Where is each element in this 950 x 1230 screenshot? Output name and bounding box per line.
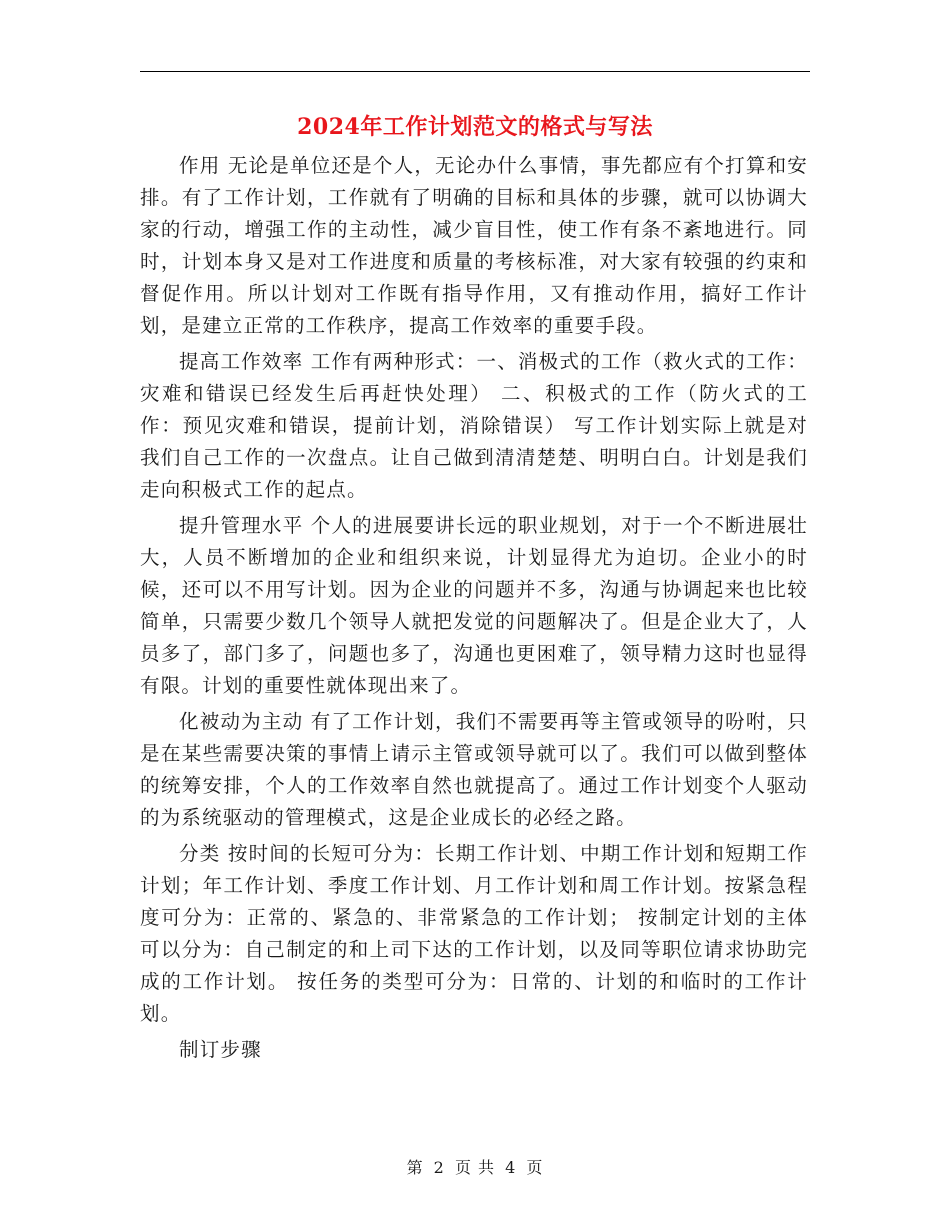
document-body (140, 150, 808, 1070)
document-title: 2024年工作计划范文的格式与写法 (297, 114, 653, 140)
header-rule (140, 71, 810, 72)
footer-current-page: 2 (433, 1158, 445, 1177)
footer-middle: 页 共 (454, 1158, 496, 1177)
footer-prefix: 第 (406, 1158, 424, 1177)
footer-total-pages: 4 (505, 1158, 517, 1177)
paragraph-management: 提升管理水平 个人的进展要讲长远的职业规划，对于一个不断进展壮大，人员不断增加的企业和组织来说，计划显得尤为迫切。企业小的时候，还可以不用写计划。因为企业的问题并不多，沟通与协调起来也比较简单，只需要少数几个领导人就把发觉的问题解决了。但是企业大了，人员多了，部门多了，问题也多了，沟通也更困难了，领导精力这时也显得有限。计划的重要性就体现出来了。 (140, 514, 808, 697)
paragraph-initiative: 化被动为主动 有了工作计划，我们不需要再等主管或领导的吩咐，只是在某些需要决策的事情上请示主管或领导就可以了。我们可以做到整体的统筹安排，个人的工作效率自然也就提高了。通过工作计划变个人驱动的为系统驱动的管理模式，这是企业成长的必经之路。 (140, 710, 808, 829)
paragraph-steps-heading: 制订步骤 (179, 1038, 262, 1061)
paragraph-efficiency: 提高工作效率 工作有两种形式：一、消极式的工作（救火式的工作：灾难和错误已经发生后再赶快处理） 二、积极式的工作（防火式的工作：预见灾难和错误，提前计划，消除错误） 写工作计划实际上就是对我们自己工作的一次盘点。让自己做到清清楚楚、明明白白。计划是我们走向积极式工作的起点。 (140, 350, 808, 501)
paragraph-classification: 分类 按时间的长短可分为：长期工作计划、中期工作计划和短期工作计划；年工作计划、季度工作计划、月工作计划和周工作计划。按紧急程度可分为：正常的、紧急的、非常紧急的工作计划； 按制定计划的主体可以分为：自己制定的和上司下达的工作计划，以及同等职位请求协助完成的工作计划。 按任务的类型可分为：日常的、计划的和临时的工作计划。 (140, 842, 808, 1025)
footer-suffix: 页 (526, 1158, 544, 1177)
page-footer (0, 1155, 950, 1178)
paragraph-purpose: 作用 无论是单位还是个人，无论办什么事情，事先都应有个打算和安排。有了工作计划，工作就有了明确的目标和具体的步骤，就可以协调大家的行动，增强工作的主动性，减少盲目性，使工作有条不紊地进行。同时，计划本身又是对工作进度和质量的考核标准，对大家有较强的约束和督促作用。所以计划对工作既有指导作用，又有推动作用，搞好工作计划，是建立正常的工作秩序，提高工作效率的重要手段。 (140, 154, 808, 337)
